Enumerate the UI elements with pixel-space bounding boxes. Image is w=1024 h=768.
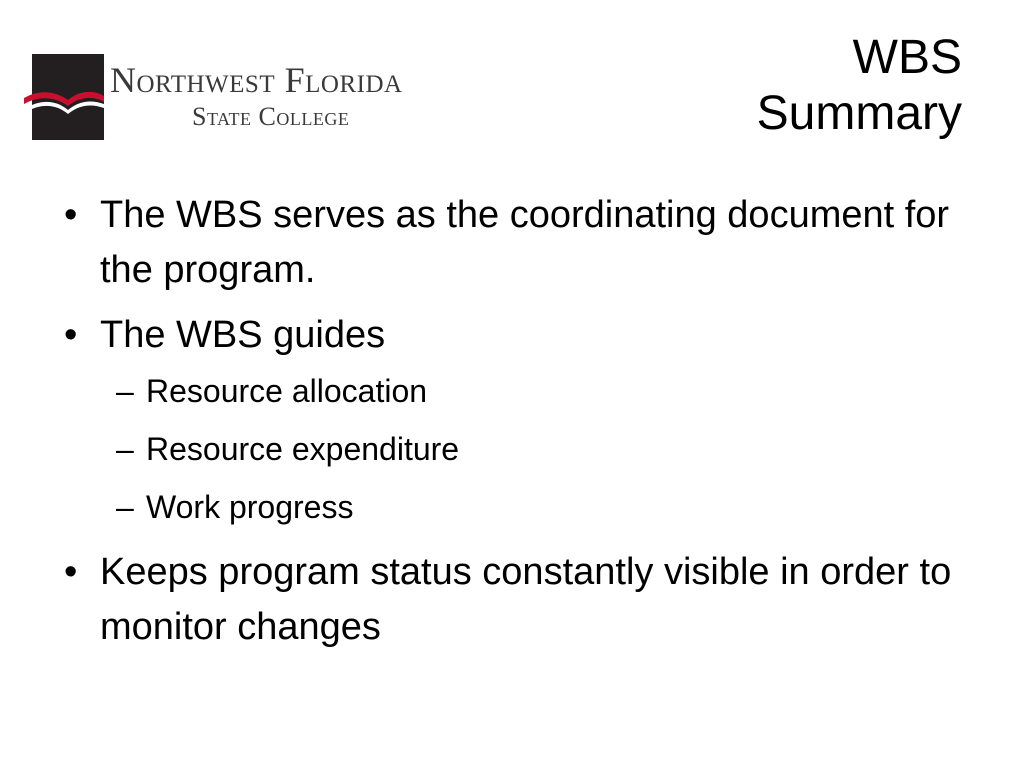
slide-title	[757, 30, 962, 142]
sub-bullet-marker: –	[116, 431, 134, 467]
bullet-text: The WBS serves as the coordinating document for the program.	[100, 194, 950, 291]
sub-bullet-text: Work progress	[146, 489, 354, 525]
bullet-item	[60, 545, 970, 655]
logo-name-line-2: State College	[192, 102, 350, 131]
bullet-list	[60, 188, 970, 665]
sub-bullet-list	[60, 371, 970, 527]
logo-name-line-1: Northwest Florida	[110, 60, 403, 100]
bullet-text: Keeps program status constantly visible in order to monitor changes	[100, 551, 952, 648]
college-logo	[24, 54, 464, 142]
bullet-marker: •	[64, 551, 78, 593]
bullet-marker: •	[64, 194, 78, 236]
sub-bullet-item	[60, 371, 970, 411]
bullet-item	[60, 188, 970, 298]
bullet-text: The WBS guides	[100, 314, 386, 356]
sub-bullet-marker: –	[116, 373, 134, 409]
sub-bullet-item	[60, 429, 970, 469]
college-logo-mark-icon	[24, 54, 104, 140]
slide-title-line-2: Summary	[756, 87, 962, 140]
sub-bullet-marker: –	[116, 489, 134, 525]
sub-bullet-item	[60, 487, 970, 527]
bullet-marker: •	[64, 314, 78, 356]
slide-title-line-1: WBS	[852, 31, 962, 84]
sub-bullet-text: Resource allocation	[146, 373, 428, 409]
bullet-item	[60, 308, 970, 363]
sub-bullet-text: Resource expenditure	[146, 431, 460, 467]
